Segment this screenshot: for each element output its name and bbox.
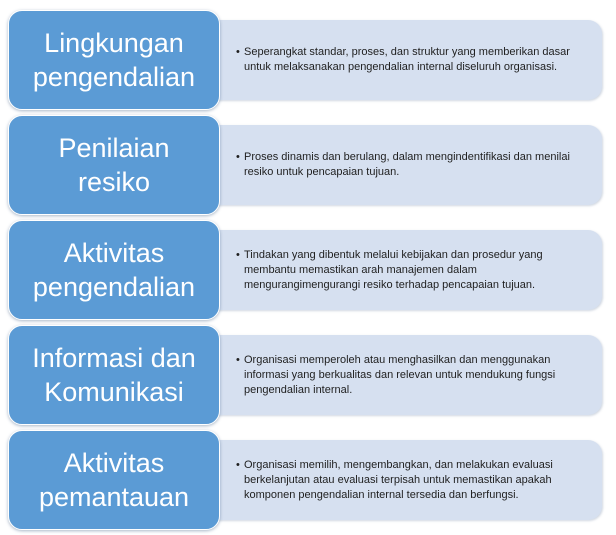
component-row-aktivitas-pengendalian [0, 220, 616, 320]
bullet-marker: • [236, 248, 240, 261]
description-box [210, 125, 602, 205]
description-text-block [236, 45, 590, 75]
component-row-lingkungan-pengendalian [0, 10, 616, 110]
description-text: Organisasi memperoleh atau menghasilkan dan menggunakan informasi yang berkualitas dan relevan untuk mendukung fungsi pengendalian internal. [244, 353, 556, 396]
component-label: Penilaian resiko [58, 133, 170, 197]
component-label: Aktivitas pemantauan [38, 448, 190, 512]
description-box [210, 20, 602, 100]
component-label-box [8, 115, 220, 215]
description-text: Organisasi memilih, mengembangkan, dan melakukan evaluasi berkelanjutan atau evaluasi terpisah untuk memastikan apakah komponen pengendalian internal tersedia dan berfungsi. [244, 458, 553, 501]
description-text-block [236, 458, 590, 503]
description-text-block [236, 248, 590, 293]
description-box [210, 335, 602, 415]
component-label-box [8, 220, 220, 320]
bullet-marker: • [236, 46, 240, 58]
bullet-marker: • [236, 151, 240, 163]
description-text: Tindakan yang dibentuk melalui kebijakan dan prosedur yang membantu memastikan arah manajemen dalam mengurangimengurangi resiko terhadap pencapaian tujuan. [244, 248, 543, 291]
component-label-box [8, 10, 220, 110]
description-box [210, 230, 602, 310]
bullet-marker: • [236, 458, 240, 471]
component-label: Aktivitas pengendalian [32, 238, 196, 302]
component-label-box [8, 325, 220, 425]
component-label: Lingkungan pengendalian [32, 28, 196, 92]
component-row-aktivitas-pemantauan [0, 430, 616, 530]
component-row-penilaian-resiko [0, 115, 616, 215]
description-box [210, 440, 602, 520]
component-row-informasi-komunikasi [0, 325, 616, 425]
component-label-box [8, 430, 220, 530]
description-text-block [236, 353, 590, 398]
description-text: Proses dinamis dan berulang, dalam mengindentifikasi dan menilai resiko untuk pencapaian tujuan. [244, 151, 570, 178]
description-text: Seperangkat standar, proses, dan struktur yang memberikan dasar untuk melaksanakan pengendalian internal diseluruh organisasi. [244, 46, 570, 73]
description-text-block [236, 150, 590, 180]
component-label: Informasi dan Komunikasi [32, 343, 196, 407]
bullet-marker: • [236, 353, 240, 366]
